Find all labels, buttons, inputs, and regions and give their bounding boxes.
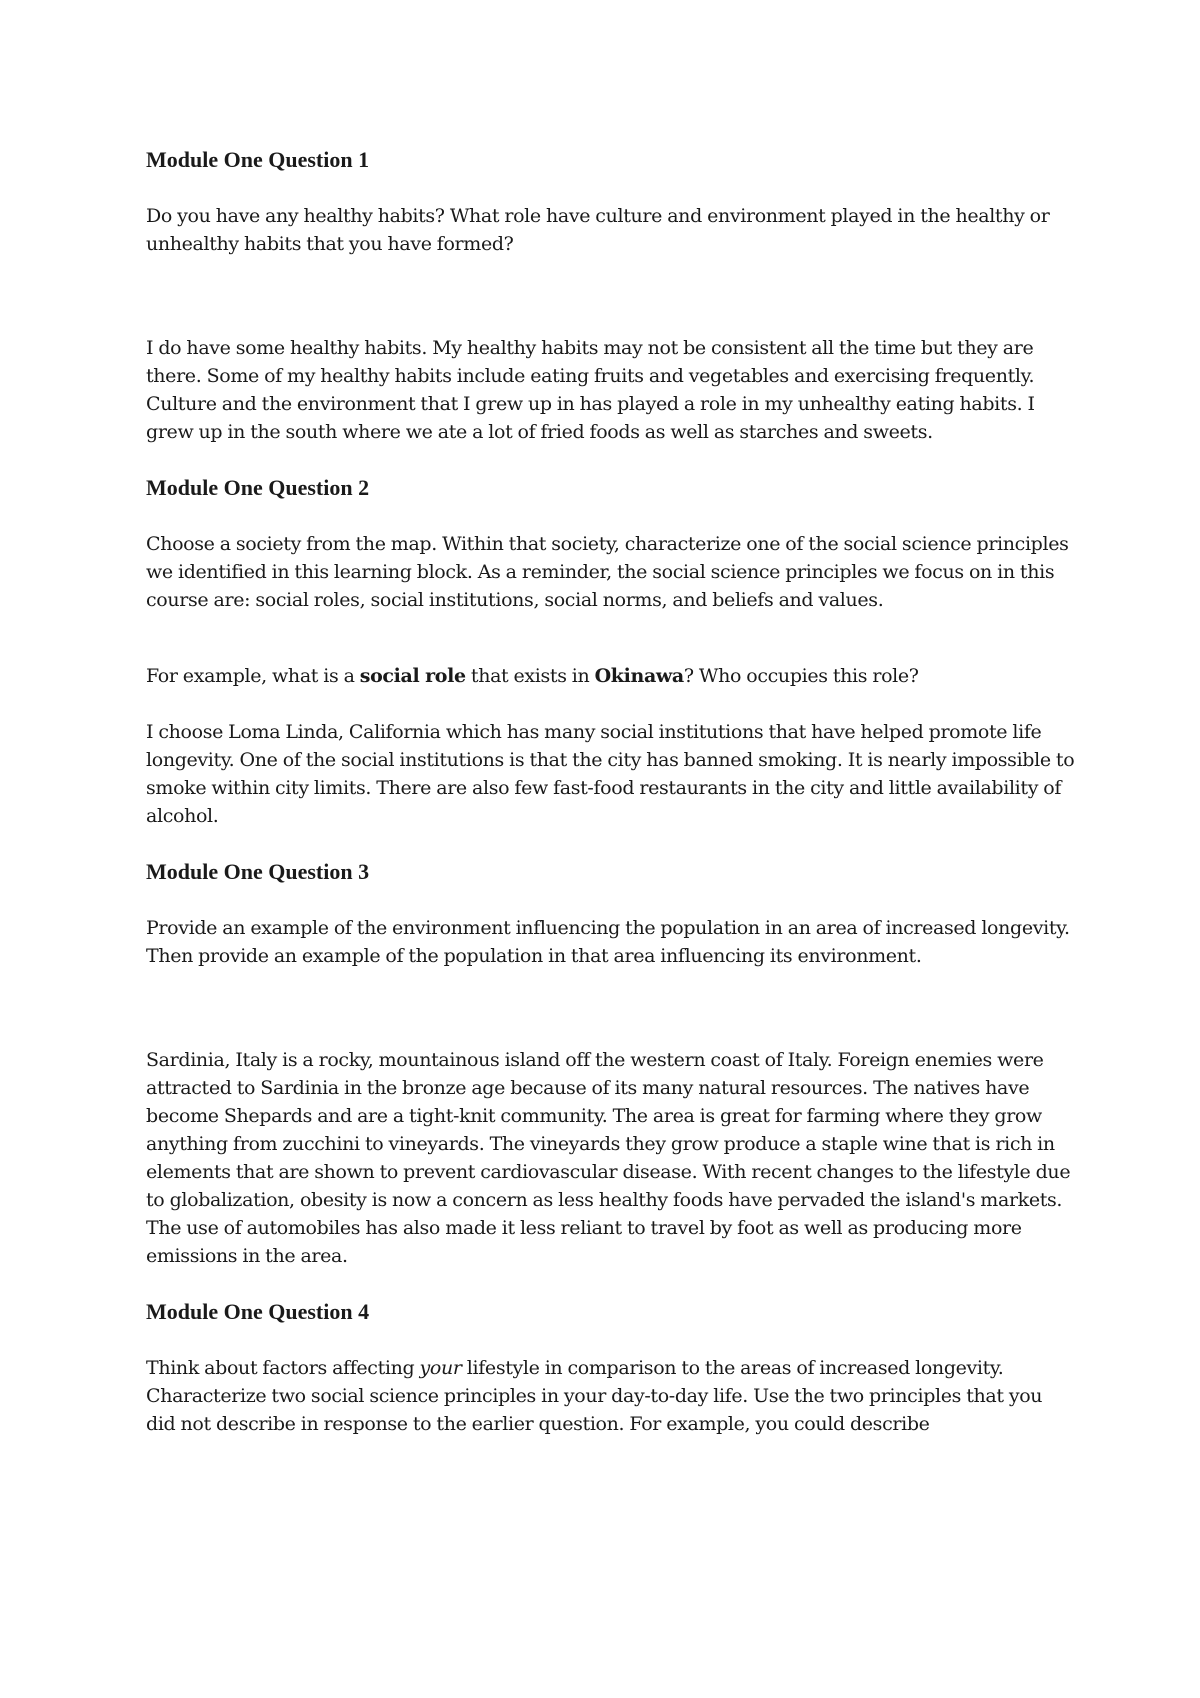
question-3-heading: Module One Question 3 xyxy=(146,859,370,884)
question-4-prompt-emphasis: your xyxy=(419,1357,462,1379)
question-2-answer: I choose Loma Linda, California which has many social institutions that have helped promote life longevity. One of the social institutions is that the city has banned smoking. It is nearly impossible to smoke within city limits. There are also few fast-food restaurants in the city and little availability of alcohol. xyxy=(146,721,1075,827)
question-2-example-term: social role xyxy=(359,665,466,687)
question-2-example-text: For example, what is a xyxy=(146,665,360,687)
question-1-answer: I do have some healthy habits. My healthy habits may not be consistent all the time but they are there. Some of my healthy habits include eating fruits and vegetables and exercising frequently. Culture and the environment that I grew up in has played a role in my unhealthy eating habits. I grew up in the south where we ate a lot of fried foods as well as starches and sweets. xyxy=(146,337,1035,443)
question-4-prompt xyxy=(146,1354,1076,1438)
document-content xyxy=(146,146,1076,1438)
question-3-answer: Sardinia, Italy is a rocky, mountainous island off the western coast of Italy. Foreign enemies were attracted to Sardinia in the bronze age because of its many natural resources. The natives have become Shepards and are a tight-knit community. The area is great for farming where they grow anything from zucchini to vineyards. The vineyards they grow produce a staple wine that is rich in elements that are shown to prevent cardiovascular disease. With recent changes to the lifestyle due to globalization, obesity is now a concern as less healthy foods have pervaded the island's markets. The use of automobiles has also made it less reliant to travel by foot as well as producing more emissions in the area. xyxy=(146,1049,1071,1267)
question-1-prompt: Do you have any healthy habits? What role have culture and environment played in the healthy or unhealthy habits that you have formed? xyxy=(146,205,1050,255)
question-2-example xyxy=(146,662,1076,690)
question-2-example-text: that exists in xyxy=(465,665,595,687)
question-2-example-text: ? Who occupies this role? xyxy=(683,665,919,687)
question-4-heading: Module One Question 4 xyxy=(146,1299,370,1324)
question-2-example-place: Okinawa xyxy=(594,665,684,687)
question-4-prompt-text: lifestyle in comparison to the areas of increased longevity. Characterize two social science principles in your day-to-day life. Use the two principles that you did not describe in response to the earlier question. For example, you could describe xyxy=(146,1357,1043,1435)
question-2-prompt: Choose a society from the map. Within that society, characterize one of the social science principles we identified in this learning block. As a reminder, the social science principles we focus on in this course are: social roles, social institutions, social norms, and beliefs and values. xyxy=(146,533,1069,611)
question-3-prompt: Provide an example of the environment influencing the population in an area of increased longevity. Then provide an example of the population in that area influencing its environment. xyxy=(146,917,1070,967)
question-4-prompt-text: Think about factors affecting xyxy=(146,1357,420,1379)
question-1-heading: Module One Question 1 xyxy=(146,147,370,172)
question-2-heading: Module One Question 2 xyxy=(146,475,370,500)
